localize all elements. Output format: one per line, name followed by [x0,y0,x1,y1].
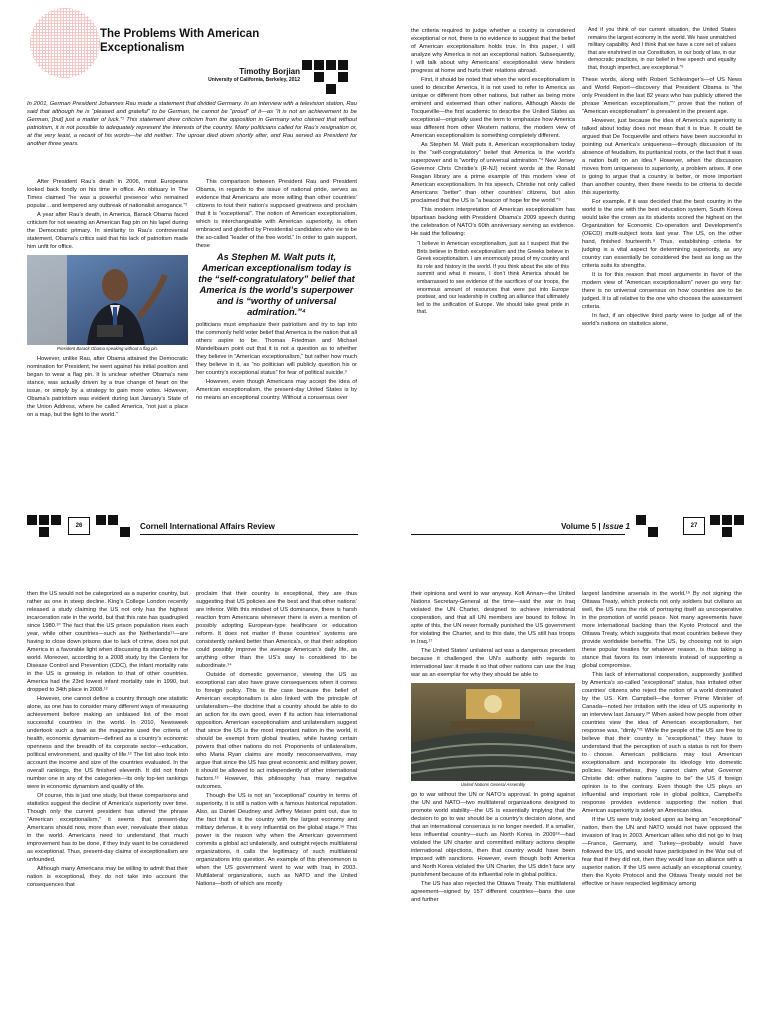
footer-rule [140,534,358,535]
obama-photo [27,255,188,345]
footer-decor-square [108,515,118,525]
column-2 [196,178,357,502]
author-affiliation: University of California, Berkeley, 2012 [208,77,300,83]
paragraph: The United States’ unilateral act was a dangerous precedent because it challenged the UN’s authority with regards to international law: it made it so that other nations can use the Iraq war as an exemplar for why they should be able to [411,648,575,678]
paragraph: A year after Rau’s death, in America, Barack Obama faced criticism for not wearing an American flag pin on his lapel during the Democratic primary. In similarity to Rau’s controversial statement, Obama’s critics said that his lack of patriotism made him unfit for office. [27,212,188,250]
paragraph: Although many Americans may be willing to admit that their nation is exceptional, they do not take into account the consequences that [27,866,188,888]
pull-quote: As Stephen M. Walt puts it, American exceptionalism today is the “self-congratulatory” belief that America is the world’s superpower and is “worthy of universal admiration.”⁴ [198,252,355,317]
footer-decor-square [39,515,49,525]
decor-square [338,60,348,70]
globe-watermark [30,8,100,78]
paragraph: largest landmine arsenals in the world.¹⁹ By not signing the Ottawa Treaty, which protects not only soldiers but civilians as well, the US runs the risk of portraying itself as uncooperative in the promotion of world peace. Not many agreements have more international backing than the Kyoto Protocol and the Ottawa Treaty, which suggests that most countries believe they provide worldwide benefits. The US, by choosing not to sign these popular treaties for whatever reason, is thus taking a stance that favors its own interests instead of supporting a global compromise. [582,591,742,669]
paragraph: If the US were truly looked upon as being an “exceptional” nation, then the UN and NATO would not have opposed the invasion of Iraq in 2003. American allies who did not go to Iraq—France, Germany, and Turkey—probably would have followed the US, and would have participated in the War out of fear that if they did not, then they would lose an alliance with a superior nation. If the US were actually an exceptional country, then the Kyoto Protocol and the Ottawa Treaty would not be effective or have respected legitimacy among [582,817,742,887]
paragraph: This modern interpretation of American exceptionalism has bipartisan backing with President Obama’s 2009 speech during the celebration of NATO’s 60th anniversary serving as evidence. He said the following: [411,207,575,237]
footer-decor-square [722,515,732,525]
bottom-spread [0,590,768,1024]
footer-decor-square [648,527,658,537]
paragraph: First, it should be noted that when the word exceptionalism is used to describe America, it is not used to refer to America as unique or different from other nations, but rather as being more eminent and esteemed than other nations. Although Alexis de Tocqueville—the first academic to describe the United States as exceptional—originally used the term to emphasize how America was different from other Western nations, the modern view of American exceptionalism is something completely different. [411,77,575,139]
intro-paragraph: In 2001, German President Johannes Rau made a statement that divided Germany. In an interview with a television station, Rau said that although he is “pleased and grateful” to be German, he cannot be “proud” of it—as “it is not an achievement to be German, [but] just a matter of luck.”¹ This statement drew criticism from the opposition in Germany who claimed that without patriotism, it is not possible to adequately represent the interests of the country. Many politicians called for Rau’s resignation or, at the very least, a recant of his words—he did neither. The uproar died down shortly after, and Rau served as President for another three years. [27,101,357,147]
paragraph: In fact, if an objective third party were to judge all of the world’s nations on statistics alone, [582,312,742,327]
author-name: Timothy Borjian [239,67,300,76]
byline [100,67,300,84]
un-assembly-image [411,683,575,781]
decor-square [326,84,336,94]
page-gap [0,579,768,590]
column-4 [582,590,742,1024]
footer-decor-square [51,515,61,525]
issue-label: Issue 1 [602,522,630,531]
decor-square [302,60,312,70]
block-quote: “I believe in American exceptionalism, just as I suspect that the Brits believe in British exceptionalism and the Greeks believe in Greek exceptionalism. I am enormously proud of my country and its role and history in the world. If you think about the site of this summit and what it means, I don’t think America should be embarrassed to see evidence of the sacrifices of our troops, the enormous amount of resources that were put into Europe postwar, and our leadership in crafting an alliance that ultimately led to the unification of Europe. We should take great pride in that. [417,241,569,316]
article-title: The Problems With American Exceptionalism [100,28,260,54]
paragraph: Outside of domestic governance, viewing the US as exceptional can also have grave consequences when it comes to foreign policy. This is the case because the belief of American exceptionalism is also linked with the principle of unilateralism—the doctrine that a country should be able to do an action for its own good, even if its action has international opposition. American exceptionalism and unilateralism suggest that since the US is the most important nation in the world, it should be exempt from global treaties, while having certain powers that other nations do not. Proponents of unilateralism, who Maria Ryan claims are mostly neoconservatives, may argue that since the US has great economic and military power, it should be allowed to act independently of other international factors.¹⁵ However, this philosophy has many negative outcomes. [196,672,357,790]
footer-decor-square [39,527,49,537]
column-3 [411,590,575,1024]
paragraph: This lack of international cooperation, supposedly justified by America’s so-called “exceptional” status, has irritated other countries’ citizens who reject the notion of a world dominated by the US. Kim Campbell—the former Prime Minister of Canada—noted her irritation with the idea of US superiority in an interview last January.²⁰ When asked how people from other countries view the idea of American exceptionalism, her response was, “dimly.”²¹ While the people of the US are free to believe that their country is “exceptional,” they have to understand that the perception of such a status is not for them to choose. American politicians may tout American exceptionalism and incorporate its ideology into domestic policies. Nevertheless, they cannot claim what Governor Christie did: other nations “aspire to be” the US if foreign opinion is to the contrary. Even though the US plays an influential and important role in global politics, Campbell’s response provides evidence supporting the notion that American superiority is solely an American idea. [582,672,742,814]
footer-decor-square [636,515,646,525]
paragraph: For example, if it was decided that the best country in the world is the one with the best education system, South Korea would take the crown as its students scored the highest on the Organization for Economic Co-operation and Development’s (OECD) multi-subject tests last year. The US, on the other hand, finished fourteenth.⁹ Thus, establishing criteria for judging is a vital aspect for determining superiority, as any country can essentially be considered the best as long as the criteria suits its strengths. [582,198,742,269]
footer-rule [411,534,625,535]
paragraph: proclaim that their country is exceptional, they are thus suggesting that US policies are the best and that other nations’ are inferior. With this mindset of US dominance, there is harsh reaction from Americans whenever there is even a mention of possibly adopting European-type healthcare or education reform. It does not matter if these countries’ systems are consistently ranked better than America’s, or that their adoption could possibly improve the average American’s daily life, as anything other than the US’s way is considered to be subordinate.¹⁴ [196,591,357,669]
footer-decor-square [734,515,744,525]
footer-decor-square [96,515,106,525]
photo-caption: United Nations General Assembly [460,782,526,787]
column-1 [27,590,188,1024]
paragraph: The US has also rejected the Ottawa Treaty. This multilateral agreement—signed by 157 different countries—bans the use and further [411,881,575,903]
paragraph: go to war without the UN or NATO’s approval. In going against the UN and NATO—two multilateral organizations designed to promote world stability—the US is essentially implying that the decision to go to war should be a country’s decision alone, and that an international consensus is no longer needed. If a smaller, less influential country—such as North Korea in 2009¹⁸—had violated the UN charter and committed military actions despite international objections, then that country would have been imposed with sanctions. However, even though both America and North Korea violated the UN Charter, the US didn’t face any punishment because of its influential role in global politics. [411,792,575,878]
column-1 [27,178,188,502]
paragraph: However, even though Americans may accept the idea of American exceptionalism, the present-day United States is by no means an exceptional country. Without a consensus over [196,379,357,401]
paragraph: their opinions and went to war anyway. Kofi Annan—the United Nations Secretary-General at the time—said the war in Iraq violated the UN Charter, designed to achieve international cooperation, and that all UN members are bound to follow. In spite of this, the UN never formally punished the US government for violating the Charter, and to this date, the US still has troops in Iraq.¹⁷ [411,591,575,645]
page-number-right: 27 [683,517,705,535]
paragraph: Though the US is not an “exceptional” country in terms of superiority, it is still a nation with a famous historical reputation. Also, as Daniel Deudney and Jeffrey Meiser point out, due to the fact that it is the country with the largest economy and military defense, it is very influential on the global stage.¹⁶ This power is the reason why when the American government commits a global act unilaterally, and outright rejects multilateral organizations, it calls the legitimacy of such multilateral organizations into question. An example of this phenomenon is when the US government went to war with Iraq in 2003. Multilateral organizations, such as NATO and the United Nations—both of which are mostly [196,793,357,887]
decor-square [314,72,324,82]
photo-caption: President Barack Obama speaking without a flag pin. [56,346,159,351]
paragraph: It is for this reason that most arguments in favor of the modern view of “American exceptionalism” never go very far: there is no universal consensus on how countries are to be judged. It is all relative to the one who chooses the assessment criteria. [582,271,742,310]
paragraph: then the US would not be categorized as a superior country, but rather as one in steep decline. King’s College London recently released a study claiming the US not only has the highest incarceration rate in the world, but that this rate has quadrupled since 1980.¹⁰ The fact that the US prison population rises each year, while other countries—such as the Netherlands¹¹—are having to close down prisons due to lack of crime, does not put America in a favorable light when discussing its standing in the world. Moreover, according to a 2008 study by the Centers for Disease Control and Prevention (CDC), the infant mortality rate in the US is growing in relation to that of other countries. America had the 23rd lowest infant mortality rate in 1990, but dropped to 34th place in 2008.¹² [27,591,188,693]
decor-square [326,60,336,70]
paragraph: As Stephen M. Walt puts it, American exceptionalism today is the “self-congratulatory” belief that America is the world’s superpower and is “worthy of universal admiration.”⁴ New Jersey Governor Chris Christie’s (R-NJ) recent words at the Ronald Reagan library are a prime example of this modern view of American exceptionalism. In his speech, Christie not only called Americans “better” than other countries’ citizens, but also proclaimed that the US is “a beacon of hope for the world.”⁵ [411,142,575,204]
paragraph: However, unlike Rau, after Obama attained the Democratic nomination for President, he went against his initial position and began to wear a flag pin. It is unclear whether Obama’s new stance, was actually driven by a true change of heart on the issue, or simply by a strategy to gain more votes. However, Obama’s patriotism was evident during last January’s State of the Union Address, where he called America, “not just a place on a map, but the light to the world.” [27,356,188,418]
obama-image [27,255,188,345]
decor-square [338,72,348,82]
page-number-left: 26 [68,517,90,535]
column-2 [196,590,357,1024]
paragraph: politicians must emphasize their patriotism and try to tap into the commonly held voter belief that America is the nation that all others aspire to be. Thomas Friedman and Michael Mandelbaum point out that it is not a question as to whether they believe in “American exceptionalism,” but rather how much they believe in it, as “no politician will publicly question his or her country’s exceptional status” for fear of political suicide.³ [196,322,357,376]
paragraph: These words, along with Robert Schlesinger’s—of US News and World Report—discovery that President Obama is “the only President in the last 82 years who has publicly uttered the phrase ‘American exceptionalism,’”⁷ prove that the notion of “American exceptionalism” is prevalent in the present age. [582,76,742,115]
footer-decor-square [27,515,37,525]
separator: | [598,522,601,531]
volume-label: Volume 5 [561,522,597,531]
volume-issue [540,522,630,532]
paragraph: However, just because the idea of America’s superiority is talked about today does not mean that it is true. It could be argued that De Tocqueville and others have been successful in pointing out America’s uniqueness—through discussion of its absence of feudalism, its puritanical roots, or the fact that it was a nation built on an idea.⁸ However, when the discussion moves from uniqueness to superiority, a problem arises. If one is going to argue that a country is better, or more important than another country, then there needs to be criteria to decide this superiority. [582,117,742,196]
un-assembly-photo [411,683,575,781]
journal-name: Cornell International Affairs Review [140,522,275,531]
decor-square [314,60,324,70]
paragraph: Of course, this is just one study, but these comparisons and statistics suggest the decline of America’s superiority over time. Though only the current president has uttered the phrase “American exceptionalism,” it seems that present-day Americans should now, more than ever, reevaluate their status in the world. Americans need to understand that much improvement has to be done, if they truly want to be considered as exceptional. Thus, present-day claims of exceptionalism are unfounded. [27,793,188,863]
paragraph: After President Rau’s death in 2006, most Europeans looked back fondly on his time in office. An obituary in The Times claimed “he was a powerful presence who remained popular…and tempered any outbreak of nationalist arrogance.”² [27,179,188,209]
paragraph: This comparison between President Rau and President Obama, in regards to the issue of national pride, serves as evidence that Americans are more willing than other countries’ citizens to tout their nation’s supposed greatness and proclaim that it is “exceptional”. The notion of American exceptionalism, which is interchangeable with American superiority, is often embraced and glorified by Presidential candidates who vie to be the so-called “leader of the free world.” In order to gain support, these [196,179,357,249]
paragraph: However, one cannot define a country through one statistic alone, as one has to consider many different ways of measuring achievement before making an unbiased list of the most successful countries in the world. In 2010, Newsweek undertook such a task as the magazine used the criteria of health, economic dynamism—defined as a country’s economic openness and the breadth of its corporate sector—education, political environment, and quality of life.¹³ The list also took into account the income and size of the countries evaluated. In the overall rankings, the US finished eleventh. It did not finish number one in any of the categories—its only top-ten rankings were in economic dynamism and quality of life. [27,696,188,790]
paragraph: the criteria required to judge whether a country is considered exceptional or not, there is no evidence to suggest that the belief of American exceptionalism holds true. In this paper, I will analyze why America is not an exceptional nation. Subsequently, I will talk about why Americans’ exceptionalist view hinders progress at home and hurts their relations abroad. [411,28,575,74]
column-3 [411,27,575,503]
block-quote-continued: And if you think of our current situation, the United States remains the largest economy in the world. We have unmatched military capability. And I think that we have a core set of values that are enshrined in our Constitution, in our body of law, in our democratic practices, in our belief in free speech and equality that, though imperfect, are exceptional.”⁶ [588,27,736,71]
footer-decor-square [710,515,720,525]
footer-decor-square [722,527,732,537]
footer-decor-square [120,527,130,537]
column-4 [582,27,742,503]
